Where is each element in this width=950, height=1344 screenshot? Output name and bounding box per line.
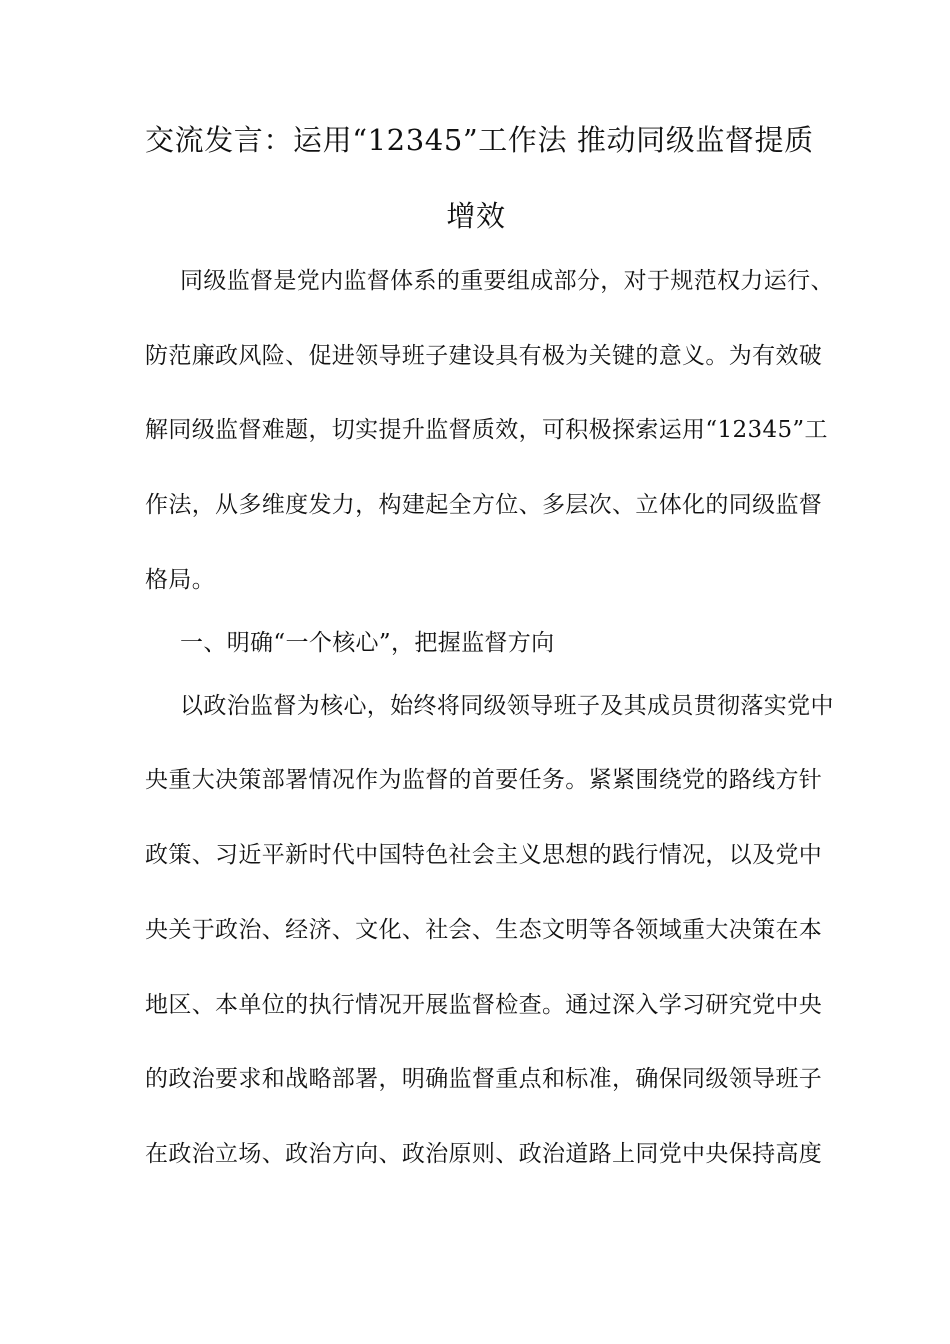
document-title-line-1: 交流发言：运用“12345”工作法 推动同级监督提质 bbox=[145, 123, 814, 157]
section-1-paragraph-line: 央重大决策部署情况作为监督的首要任务。紧紧围绕党的路线方针 bbox=[145, 767, 823, 793]
section-1-paragraph-line: 政策、习近平新时代中国特色社会主义思想的践行情况，以及党中 bbox=[145, 842, 823, 868]
section-1-paragraph-line: 地区、本单位的执行情况开展监督检查。通过深入学习研究党中央 bbox=[145, 992, 823, 1018]
section-1-paragraph-line: 的政治要求和战略部署，明确监督重点和标准，确保同级领导班子 bbox=[145, 1066, 823, 1092]
section-1-paragraph-line: 以政治监督为核心，始终将同级领导班子及其成员贯彻落实党中 bbox=[180, 693, 834, 719]
intro-paragraph-line: 格局。 bbox=[145, 567, 216, 593]
section-1-heading: 一、明确“一个核心”，把握监督方向 bbox=[180, 630, 555, 656]
section-1-paragraph-line: 央关于政治、经济、文化、社会、生态文明等各领域重大决策在本 bbox=[145, 917, 823, 943]
intro-paragraph-line: 解同级监督难题，切实提升监督质效，可积极探索运用“12345”工 bbox=[145, 417, 828, 443]
intro-paragraph-line: 防范廉政风险、促进领导班子建设具有极为关键的意义。为有效破 bbox=[145, 343, 823, 369]
document-title-line-2: 增效 bbox=[446, 199, 506, 233]
intro-paragraph-line: 作法，从多维度发力，构建起全方位、多层次、立体化的同级监督 bbox=[145, 492, 823, 518]
section-1-paragraph-line: 在政治立场、政治方向、政治原则、政治道路上同党中央保持高度 bbox=[145, 1141, 823, 1167]
intro-paragraph-line: 同级监督是党内监督体系的重要组成部分，对于规范权力运行、 bbox=[180, 268, 834, 294]
